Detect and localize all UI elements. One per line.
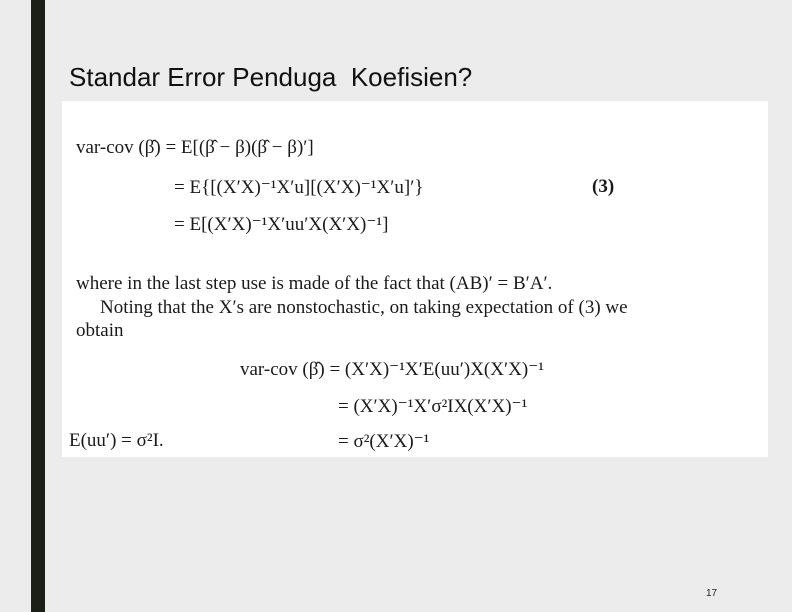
prose-line-3: obtain (76, 320, 124, 341)
prose-line-2: Noting that the X′s are nonstochastic, on taking expectation of (3) we (100, 297, 628, 318)
result-line-2: = (X′X)⁻¹X′σ²IX(X′X)⁻¹ (338, 396, 528, 417)
equation-number: (3) (592, 176, 615, 197)
left-accent-bar (31, 0, 45, 612)
result-line-3: = σ²(X′X)⁻¹ (338, 431, 430, 452)
derivation-line-3: = E[(X′X)⁻¹X′uu′X(X′X)⁻¹] (174, 214, 389, 235)
prose-line-1: where in the last step use is made of the fact that (AB)′ = B′A′. (76, 273, 553, 294)
slide-title: Standar Error Penduga Koefisien? (69, 62, 473, 92)
page-number: 17 (706, 588, 718, 599)
derivation-line-2: = E{[(X′X)⁻¹X′u][(X′X)⁻¹X′u]′} (174, 177, 424, 198)
result-line-1: var-cov (β̂) = (X′X)⁻¹X′E(uu′)X(X′X)⁻¹ (240, 359, 544, 380)
derivation-line-1: var-cov (β̂) = E[(β̂ − β)(β̂ − β)′] (76, 137, 314, 158)
math-image-panel (62, 101, 768, 457)
assumption-equation: E(uu′) = σ²I. (69, 430, 164, 451)
